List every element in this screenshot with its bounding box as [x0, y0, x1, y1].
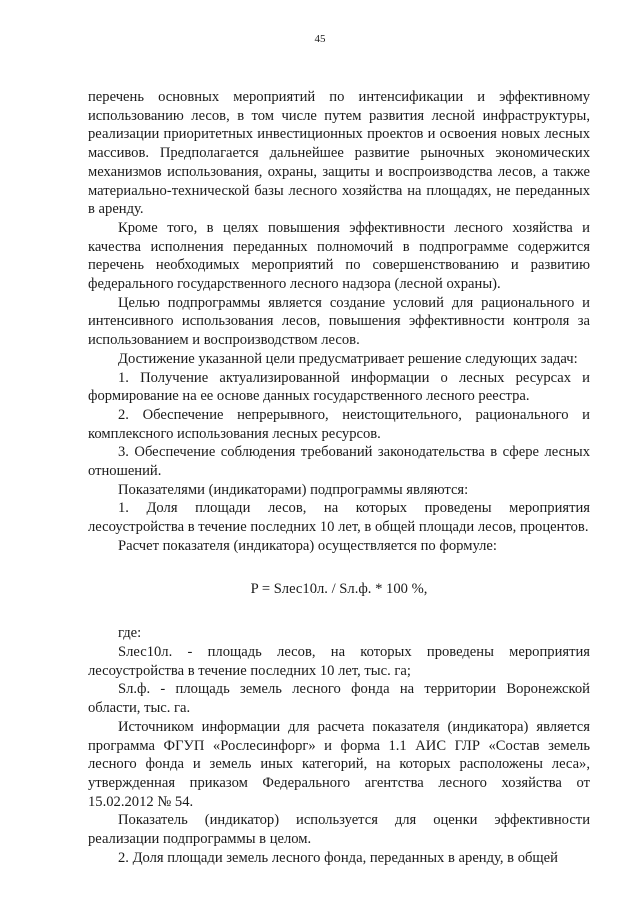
where-label: где: — [118, 625, 142, 642]
formula: P = Sлес10л. / Sл.ф. * 100 %, — [250, 580, 428, 597]
paragraph: Показатель (индикатор) используется для оценки эффективности реализации подпрограммы в целом. — [88, 812, 590, 848]
list-item: 3. Обеспечение соблюдения требований законодательства в сфере лесных отношений. — [88, 444, 590, 480]
paragraph: Кроме того, в целях повышения эффективности лесного хозяйства и качества исполнения переданных полномочий в подпрограмме содержится перечень необходимых мероприятий по совершенствованию и развитию федерального государственного лесного надзора (лесной охраны). — [88, 219, 590, 293]
paragraph: Источником информации для расчета показателя (индикатора) является программа ФГУП «Рослесинфорг» и форма 1.1 АИС ГЛР «Состав земель лесного фонда и земель иных категорий, на которых расположены леса», утвержденная приказом Федерального агентства лесного хозяйства от 15.02.2012 № 54. — [88, 718, 590, 810]
list-item: 2. Обеспечение непрерывного, неистощительного, рационального и комплексного использования лесных ресурсов. — [88, 406, 590, 442]
paragraph: Расчет показателя (индикатора) осуществляется по формуле: — [118, 537, 497, 554]
page-number: 45 — [314, 33, 326, 45]
paragraph: Достижение указанной цели предусматривает решение следующих задач: — [118, 350, 578, 367]
list-item: 1. Доля площади лесов, на которых проведены мероприятия лесоустройства в течение последних 10 лет, в общей площади лесов, процентов. — [88, 500, 590, 536]
list-item: 2. Доля площади земель лесного фонда, переданных в аренду, в общей — [118, 849, 558, 866]
variable-definition: Sл.ф. - площадь земель лесного фонда на территории Воронежской области, тыс. га. — [88, 681, 590, 717]
paragraph: Показателями (индикаторами) подпрограммы являются: — [118, 481, 469, 498]
list-item: 1. Получение актуализированной информации о лесных ресурсах и формирование на ее основе данных государственного лесного реестра. — [88, 369, 590, 405]
variable-definition: Sлес10л. - площадь лесов, на которых проведены мероприятия лесоустройства в течение последних 10 лет, тыс. га; — [88, 643, 590, 679]
paragraph: Целью подпрограммы является создание условий для рационального и интенсивного использования лесов, повышения эффективности контроля за использованием и воспроизводством лесов. — [88, 294, 590, 349]
paragraph-continuation: перечень основных мероприятий по интенсификации и эффективному использованию лесов, в том числе путем развития лесной инфраструктуры, реализации приоритетных инвестиционных проектов и освоения новых лесных массивов. Предполагается дальнейшее развитие рыночных экономических механизмов использования, охраны, защиты и воспроизводства лесов, а также материально-технической базы лесного хозяйства на площадях, не переданных в аренду. — [88, 89, 590, 218]
body-text — [88, 88, 590, 867]
